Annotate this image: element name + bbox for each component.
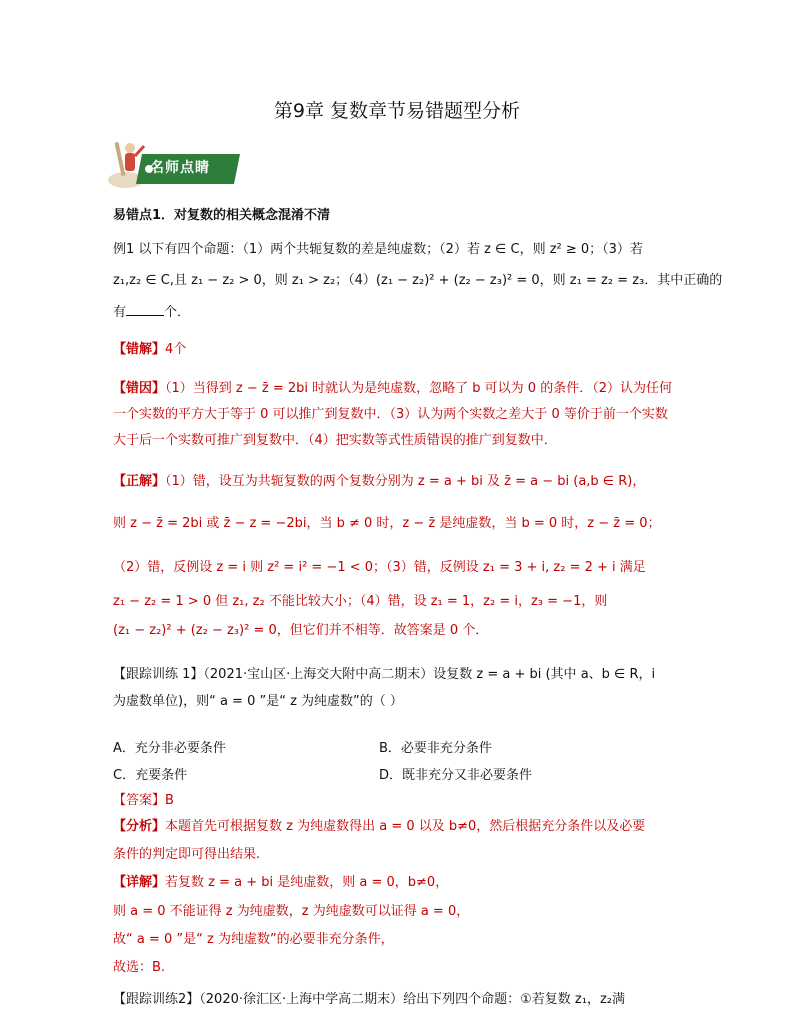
detail-line-4: 故选：B. — [113, 960, 166, 975]
example-line-3-prefix: 有 — [113, 305, 127, 320]
wrong-reason-tag: 【错因】 — [113, 381, 166, 396]
section-heading: 易错点1．对复数的相关概念混淆不清 — [113, 208, 331, 223]
badge-label: 名师点睛 — [150, 160, 210, 176]
detail-line-1 — [113, 874, 448, 892]
correct-solution-text-1: （1）错，设互为共轭复数的两个复数分别为 z = a + bi 及 z̄ = a − bi (a,b ∈ R)， — [165, 474, 646, 489]
detail-line-2: 则 a = 0 不能证得 z 为纯虚数，z 为纯虚数可以证得 a = 0， — [113, 904, 470, 919]
page-title: 第9章 复数章节易错题型分析 — [273, 100, 521, 122]
answer-line: 【答案】B — [113, 793, 174, 808]
correct-solution-tag: 【正解】 — [113, 474, 166, 489]
option-b: B．必要非充分条件 — [379, 741, 492, 756]
correct-solution-line-2: 则 z − z̄ = 2bi 或 z̄ − z = −2bi，当 b ≠ 0 时，z − z̄ 是纯虚数，当 b = 0 时，z − z̄ = 0； — [113, 516, 661, 531]
training2-line-1: 【跟踪训练2】（2020·徐汇区·上海中学高二期末）给出下列四个命题：①若复数 z₁，z₂满 — [113, 992, 625, 1007]
correct-solution-line-5: (z₁ − z₂)² + (z₂ − z₃)² = 0，但它们并不相等．故答案是 0 个． — [113, 623, 489, 638]
correct-solution-line-1 — [113, 473, 645, 491]
wrong-solution-tag: 【错解】 — [113, 342, 166, 357]
detail-line-3: 故“ a = 0 ”是“ z 为纯虚数”的必要非充分条件， — [113, 932, 394, 947]
analysis-text-1: 本题首先可根据复数 z 为纯虚数得出 a = 0 以及 b≠0，然后根据充分条件以及必要 — [165, 819, 646, 834]
training1-line-2: 为虚数单位)，则“ a = 0 ”是“ z 为纯虚数”的（ ） — [113, 694, 403, 709]
correct-solution-line-4: z₁ − z₂ = 1 > 0 但 z₁, z₂ 不能比较大小；（4）错，设 z₁ = 1，z₂ = i，z₃ = −1，则 — [113, 594, 608, 609]
analysis-tag: 【分析】 — [113, 819, 166, 834]
analysis-line-1 — [113, 818, 645, 836]
option-d: D．既非充分又非必要条件 — [379, 768, 533, 783]
example-line-2: z₁,z₂ ∈ C,且 z₁ − z₂ > 0，则 z₁ > z₂；（4）(z₁ − z₂)² + (z₂ − z₃)² = 0，则 z₁ = z₂ = z₃．其中正确的 — [113, 273, 723, 288]
wrong-reason-line-1 — [113, 380, 672, 398]
correct-solution-line-3: （2）错，反例设 z = i 则 z² = i² = −1 < 0；（3）错，反例设 z₁ = 3 + i, z₂ = 2 + i 满足 — [113, 560, 646, 575]
example-line-3 — [113, 303, 190, 322]
wrong-reason-text-1: （1）当得到 z − z̄ = 2bi 时就认为是纯虚数，忽略了 b 可以为 0 的条件．（2）认为任何 — [165, 381, 672, 396]
option-c: C．充要条件 — [113, 768, 188, 783]
option-a: A．充分非必要条件 — [113, 741, 226, 756]
training1-line-1: 【跟踪训练 1】（2021·宝山区·上海交大附中高二期末）设复数 z = a + bi (其中 a、b ∈ R，i — [113, 667, 656, 682]
analysis-line-2: 条件的判定即可得出结果. — [113, 847, 261, 862]
answer-blank — [126, 303, 164, 316]
example-line-3-suffix: 个． — [164, 305, 191, 320]
detail-text-1: 若复数 z = a + bi 是纯虚数，则 a = 0，b≠0， — [165, 875, 449, 890]
detail-tag: 【详解】 — [113, 875, 166, 890]
wrong-reason-line-3: 大于后一个实数可推广到复数中．（4）把实数等式性质错误的推广到复数中． — [113, 433, 557, 448]
wrong-solution — [113, 341, 186, 359]
wrong-reason-line-2: 一个实数的平方大于等于 0 可以推广到复数中．（3）认为两个实数之差大于 0 等价于前一个实数 — [113, 407, 668, 422]
wrong-solution-text: 4个 — [165, 342, 187, 357]
example-line-1: 例1 以下有四个命题：（1）两个共轭复数的差是纯虚数；（2）若 z ∈ C，则 z² ≥ 0；（3）若 — [113, 242, 643, 257]
